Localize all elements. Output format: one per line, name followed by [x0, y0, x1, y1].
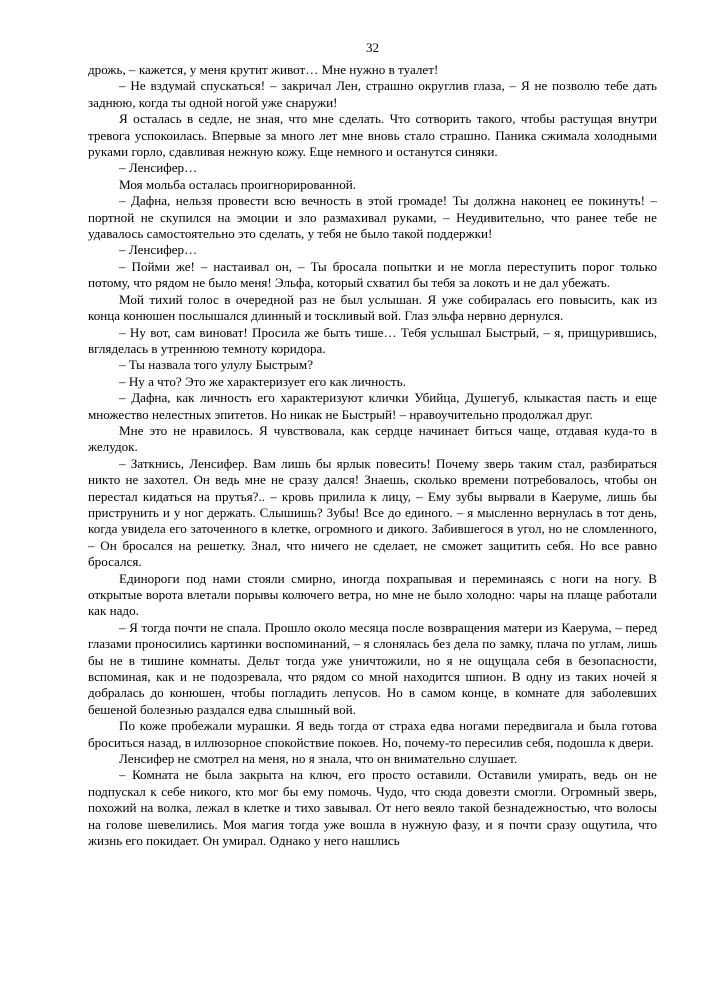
paragraph: Мне это не нравилось. Я чувствовала, как сердце начинает биться чаще, отдавая куда-то в желудок.: [88, 422, 657, 455]
paragraph: Ленсифер не смотрел на меня, но я знала, что он внимательно слушает.: [119, 751, 518, 767]
paragraph: – Дафна, нельзя провести всю вечность в этой громаде! Ты должна наконец ее покинуть! – портной не скупился на эмоции и зло размахивал руками, – Неудивительно, что ранее тебе не удавалось самостоятельно это сделать, у тебя не было такой поддержки!: [88, 193, 657, 242]
body-text: [88, 62, 657, 850]
paragraph: – Ну вот, сам виноват! Просила же быть тише… Тебя услышал Быстрый, – я, прищурившись, вгляделась в утреннюю темноту коридора.: [88, 324, 657, 356]
paragraph: – Дафна, как личность его характеризуют клички Убийца, Душегуб, клыкастая пасть и еще множество нелестных эпитетов. Но никак не Быстрый! – нравоучительно продолжал друг.: [88, 390, 657, 422]
paragraph: – Заткнись, Ленсифер. Вам лишь бы ярлык повесить! Почему зверь таким стал, разбираться никто не захотел. Он ведь мне не сразу дался! Знаешь, сколько времени потребовалось, чтобы он перестал кидаться на прутья?.. – кровь прилила к лицу, – Ему зубы вырвали в Каеруме, лишь бы приструнить и у ног держать. Слышишь? Зубы! Все до единого. – я мысленно вернулась в тот день, когда увидела его заточенного в клетке, огромного и дикого. Забившегося в угол, но не сломленного, – Он бросался на решетку. Знал, что ничего не сделает, не сможет защитить себя. Но все равно бросался.: [88, 455, 657, 570]
paragraph: Я осталась в седле, не зная, что мне сделать. Что сотворить такого, чтобы растущая внутри тревога успокоилась. Впервые за много лет мне вновь стало страшно. Паника сжимала холодными руками горло, сдавливая нежную кожу. Еще немного и останутся синяки.: [88, 111, 657, 160]
paragraph: – Не вздумай спускаться! – закричал Лен, страшно округлив глаза, – Я не позволю тебе дать заднюю, когда ты одной ногой уже снаружи!: [88, 78, 657, 110]
paragraph: По коже пробежали мурашки. Я ведь тогда от страха едва ногами передвигала и была готова броситься назад, в иллюзорное спокойствие покоев. Но, почему-то пересилив себя, подошла к двери.: [88, 718, 657, 750]
paragraph: Мой тихий голос в очередной раз не был услышан. Я уже собиралась его повысить, как из конца конюшен послышался длинный и тоскливый вой. Глаз эльфа нервно дернулся.: [88, 291, 657, 324]
page-number: 32: [366, 40, 379, 55]
paragraph: – Ленсифер…: [119, 242, 198, 258]
paragraph: – Пойми же! – настаивал он, – Ты бросала попытки и не могла переступить порог только потому, что рядом не было меня! Эльфа, который схватил бы тебя за локоть и не дал убежать.: [88, 258, 657, 291]
paragraph: – Комната не была закрыта на ключ, его просто оставили. Оставили умирать, ведь он не подпускал к себе никого, кто мог бы ему помочь. Чудо, что сюда довезти смогли. Огромный зверь, похожий на волка, лежал в клетке и тихо завывал. От него веяло такой безнадежностью, что волосы на голове шевелились. Моя магия тогда уже вошла в нужную фазу, и я почти сразу ощутила, что жизнь его покидает. Он умирал. Однако у него нашлись: [88, 767, 657, 849]
paragraph: Единороги под нами стояли смирно, иногда похрапывая и переминаясь с ноги на ногу. В открытые ворота влетали порывы колючего ветра, но мне не было холодно: чары на плаще работали как надо.: [88, 570, 657, 619]
paragraph: – Я тогда почти не спала. Прошло около месяца после возвращения матери из Каерума, – перед глазами проносились картинки воспоминаний, – я слонялась без дела по замку, плача по углам, лишь бы не в тишине комнаты. Дельт тогда уже уничтожили, но я не ощущала себя в безопасности, вспоминая, как и не подозревала, что рядом со мной находится шпион. В одну из таких ночей я добралась до конюшен, чтобы погладить лепусов. Но в самом конце, в комнате для заболевших бешеной болезнью раздался едва слышный вой.: [88, 619, 657, 717]
paragraph: дрожь, – кажется, у меня крутит живот… Мне нужно в туалет!: [88, 62, 439, 77]
paragraph: – Ну а что? Это же характеризует его как личность.: [119, 373, 406, 389]
paragraph: Моя мольба осталась проигнорированной.: [119, 176, 357, 192]
paragraph: – Ты назвала того улулу Быстрым?: [119, 357, 314, 373]
paragraph: – Ленсифер…: [119, 160, 198, 176]
